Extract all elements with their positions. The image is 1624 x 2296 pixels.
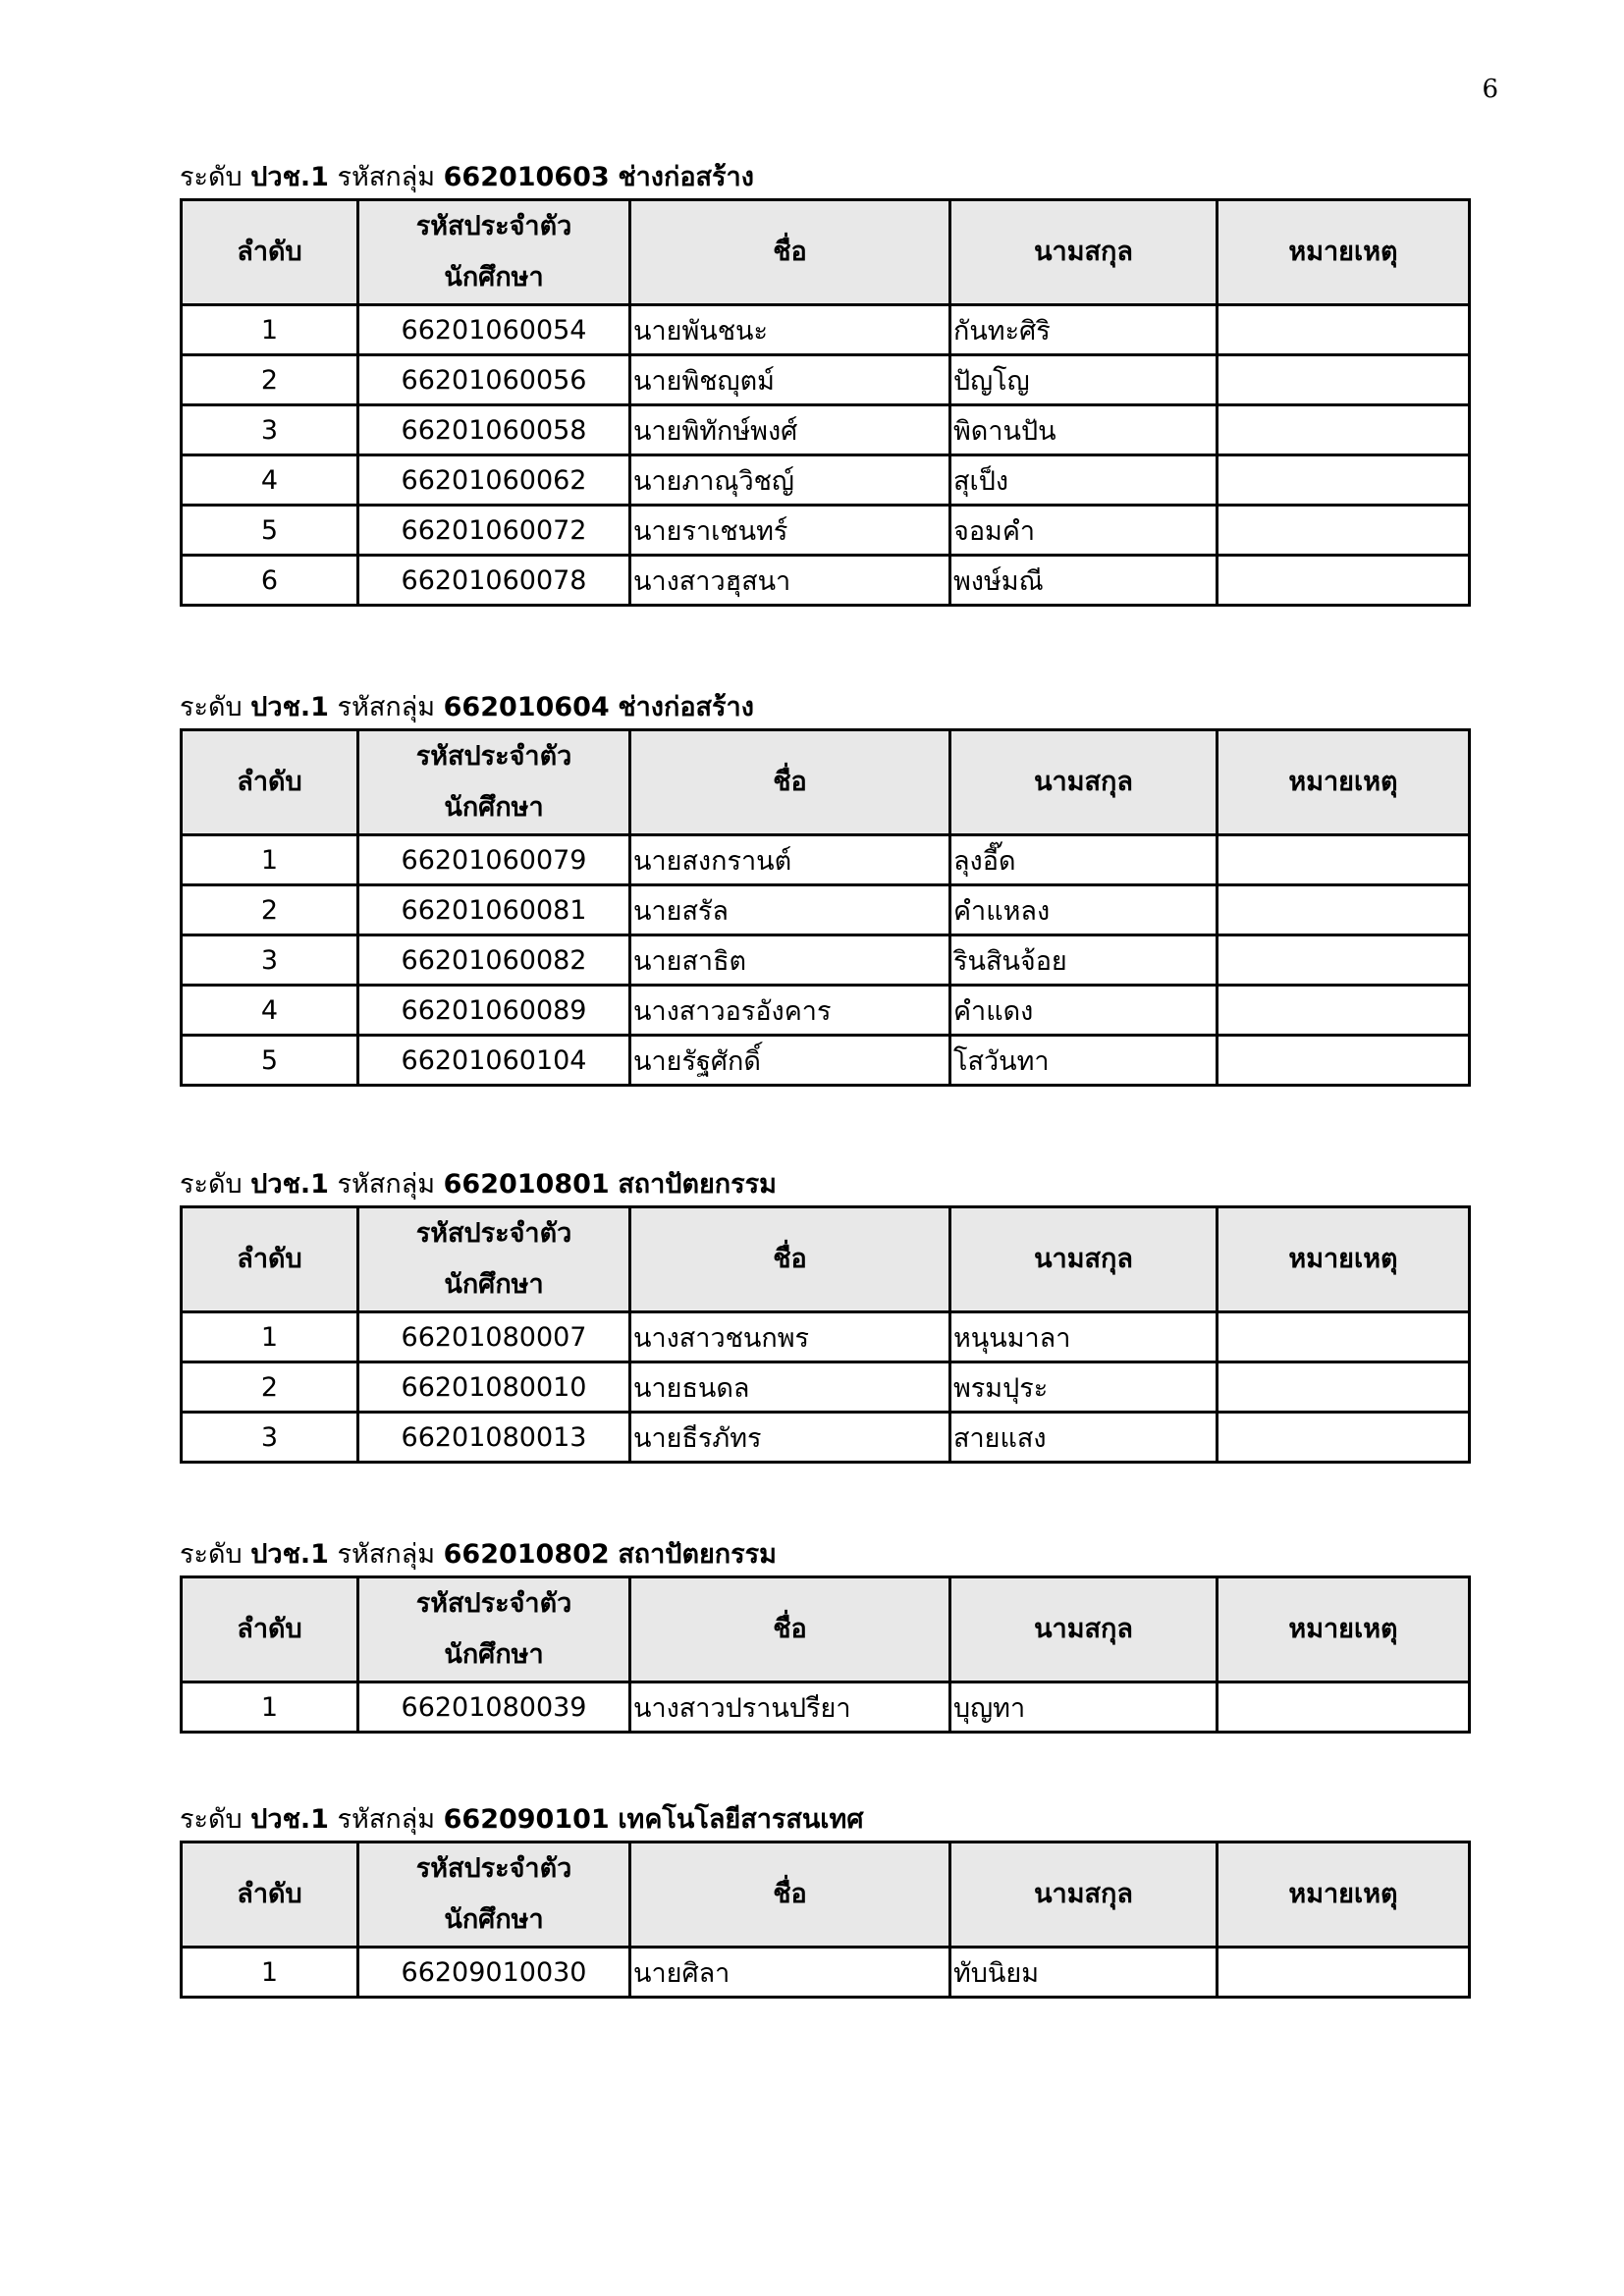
major-name: ช่างก่อสร้าง bbox=[618, 692, 754, 722]
cell-first-name: นางสาวอรอังคาร bbox=[630, 986, 950, 1036]
cell-first-name: นายศิลา bbox=[630, 1948, 950, 1998]
header-last-name: นามสกุล bbox=[950, 1577, 1218, 1682]
page-number: 6 bbox=[1482, 75, 1498, 104]
cell-remark bbox=[1218, 355, 1470, 405]
cell-student-id: 66201080007 bbox=[358, 1312, 630, 1362]
cell-last-name: สายแสง bbox=[950, 1413, 1218, 1463]
group-code: 662010604 bbox=[443, 692, 610, 722]
group-section bbox=[180, 1534, 1468, 1734]
cell-order: 6 bbox=[182, 556, 358, 606]
header-row bbox=[182, 1577, 1470, 1682]
cell-first-name: นายราเชนทร์ bbox=[630, 506, 950, 556]
table-row bbox=[182, 1362, 1470, 1413]
table-row bbox=[182, 935, 1470, 986]
cell-first-name: นายสงกรานต์ bbox=[630, 835, 950, 885]
level-label: ระดับ bbox=[180, 1804, 243, 1835]
header-student-id-line: นักศึกษา bbox=[444, 1904, 544, 1935]
cell-remark bbox=[1218, 986, 1470, 1036]
header-last-name: นามสกุล bbox=[950, 730, 1218, 835]
major-name: สถาปัตยกรรม bbox=[618, 1539, 777, 1570]
header-student-id bbox=[358, 1842, 630, 1948]
cell-student-id: 66201080039 bbox=[358, 1682, 630, 1733]
cell-order: 1 bbox=[182, 835, 358, 885]
header-first-name: ชื่อ bbox=[630, 1207, 950, 1312]
group-section bbox=[180, 157, 1468, 607]
cell-order: 4 bbox=[182, 455, 358, 506]
group-label: รหัสกลุ่ม bbox=[337, 162, 436, 192]
header-last-name: นามสกุล bbox=[950, 200, 1218, 305]
level-label: ระดับ bbox=[180, 1539, 243, 1570]
major-name: เทคโนโลยีสารสนเทศ bbox=[618, 1804, 864, 1835]
table-row bbox=[182, 405, 1470, 455]
cell-last-name: พงษ์มณี bbox=[950, 556, 1218, 606]
student-table bbox=[180, 198, 1471, 607]
table-row bbox=[182, 556, 1470, 606]
cell-student-id: 66201060078 bbox=[358, 556, 630, 606]
header-row bbox=[182, 1207, 1470, 1312]
cell-first-name: นายรัฐศักดิ์ bbox=[630, 1036, 950, 1086]
cell-order: 5 bbox=[182, 1036, 358, 1086]
header-student-id bbox=[358, 1207, 630, 1312]
header-last-name: นามสกุล bbox=[950, 1207, 1218, 1312]
cell-remark bbox=[1218, 1682, 1470, 1733]
header-remark: หมายเหตุ bbox=[1218, 200, 1470, 305]
group-label: รหัสกลุ่ม bbox=[337, 1169, 436, 1200]
group-code: 662010603 bbox=[443, 162, 610, 192]
header-remark: หมายเหตุ bbox=[1218, 1842, 1470, 1948]
cell-student-id: 66201060104 bbox=[358, 1036, 630, 1086]
level-value: ปวช.1 bbox=[250, 1539, 329, 1570]
group-heading bbox=[180, 157, 1468, 198]
student-table bbox=[180, 728, 1471, 1087]
cell-student-id: 66201060062 bbox=[358, 455, 630, 506]
cell-order: 3 bbox=[182, 1413, 358, 1463]
group-label: รหัสกลุ่ม bbox=[337, 1539, 436, 1570]
cell-student-id: 66201080013 bbox=[358, 1413, 630, 1463]
student-table bbox=[180, 1841, 1471, 1999]
cell-first-name: นายสรัล bbox=[630, 885, 950, 935]
cell-student-id: 66209010030 bbox=[358, 1948, 630, 1998]
cell-remark bbox=[1218, 405, 1470, 455]
cell-last-name: สุเป็ง bbox=[950, 455, 1218, 506]
cell-remark bbox=[1218, 1312, 1470, 1362]
cell-student-id: 66201060056 bbox=[358, 355, 630, 405]
table-row bbox=[182, 355, 1470, 405]
header-order: ลำดับ bbox=[182, 1577, 358, 1682]
header-first-name: ชื่อ bbox=[630, 1842, 950, 1948]
header-last-name: นามสกุล bbox=[950, 1842, 1218, 1948]
cell-first-name: นางสาวชนกพร bbox=[630, 1312, 950, 1362]
group-code: 662010801 bbox=[443, 1169, 610, 1200]
cell-order: 2 bbox=[182, 1362, 358, 1413]
cell-student-id: 66201060089 bbox=[358, 986, 630, 1036]
cell-last-name: ทับนิยม bbox=[950, 1948, 1218, 1998]
cell-first-name: นายธนดล bbox=[630, 1362, 950, 1413]
major-name: สถาปัตยกรรม bbox=[618, 1169, 777, 1200]
cell-last-name: พิดานปัน bbox=[950, 405, 1218, 455]
cell-order: 5 bbox=[182, 506, 358, 556]
header-first-name: ชื่อ bbox=[630, 200, 950, 305]
cell-last-name: คำแดง bbox=[950, 986, 1218, 1036]
group-section bbox=[180, 1164, 1468, 1464]
level-value: ปวช.1 bbox=[250, 1804, 329, 1835]
level-label: ระดับ bbox=[180, 1169, 243, 1200]
cell-first-name: นายสาธิต bbox=[630, 935, 950, 986]
header-student-id-line: รหัสประจำตัว bbox=[415, 1588, 572, 1619]
cell-order: 1 bbox=[182, 305, 358, 355]
group-label: รหัสกลุ่ม bbox=[337, 692, 436, 722]
header-student-id-line: รหัสประจำตัว bbox=[415, 211, 572, 241]
table-row bbox=[182, 1948, 1470, 1998]
header-remark: หมายเหตุ bbox=[1218, 730, 1470, 835]
header-student-id-line: รหัสประจำตัว bbox=[415, 741, 572, 772]
cell-remark bbox=[1218, 305, 1470, 355]
header-row bbox=[182, 1842, 1470, 1948]
cell-order: 2 bbox=[182, 885, 358, 935]
table-row bbox=[182, 1413, 1470, 1463]
cell-first-name: นายพันชนะ bbox=[630, 305, 950, 355]
cell-first-name: นางสาวฮุสนา bbox=[630, 556, 950, 606]
cell-first-name: นายพิทักษ์พงศ์ bbox=[630, 405, 950, 455]
cell-order: 1 bbox=[182, 1948, 358, 1998]
cell-first-name: นางสาวปรานปรียา bbox=[630, 1682, 950, 1733]
cell-remark bbox=[1218, 1948, 1470, 1998]
table-row bbox=[182, 835, 1470, 885]
group-heading bbox=[180, 1164, 1468, 1205]
header-remark: หมายเหตุ bbox=[1218, 1577, 1470, 1682]
cell-last-name: คำแหลง bbox=[950, 885, 1218, 935]
header-order: ลำดับ bbox=[182, 730, 358, 835]
cell-order: 4 bbox=[182, 986, 358, 1036]
group-code: 662010802 bbox=[443, 1539, 610, 1570]
level-label: ระดับ bbox=[180, 162, 243, 192]
student-table bbox=[180, 1575, 1471, 1734]
header-remark: หมายเหตุ bbox=[1218, 1207, 1470, 1312]
cell-remark bbox=[1218, 455, 1470, 506]
cell-last-name: โสวันทา bbox=[950, 1036, 1218, 1086]
cell-first-name: นายธีรภัทร bbox=[630, 1413, 950, 1463]
cell-order: 1 bbox=[182, 1682, 358, 1733]
cell-last-name: ลุงอี๊ด bbox=[950, 835, 1218, 885]
table-row bbox=[182, 455, 1470, 506]
group-code: 662090101 bbox=[443, 1804, 610, 1835]
header-student-id-line: นักศึกษา bbox=[444, 262, 544, 293]
cell-remark bbox=[1218, 935, 1470, 986]
cell-last-name: กันทะศิริ bbox=[950, 305, 1218, 355]
header-row bbox=[182, 200, 1470, 305]
header-student-id-line: นักศึกษา bbox=[444, 1639, 544, 1670]
cell-remark bbox=[1218, 556, 1470, 606]
header-student-id-line: รหัสประจำตัว bbox=[415, 1218, 572, 1249]
group-heading bbox=[180, 1799, 1468, 1841]
header-order: ลำดับ bbox=[182, 1842, 358, 1948]
table-row bbox=[182, 1312, 1470, 1362]
header-student-id-line: รหัสประจำตัว bbox=[415, 1853, 572, 1884]
header-row bbox=[182, 730, 1470, 835]
cell-order: 1 bbox=[182, 1312, 358, 1362]
table-row bbox=[182, 305, 1470, 355]
cell-remark bbox=[1218, 885, 1470, 935]
table-row bbox=[182, 986, 1470, 1036]
level-label: ระดับ bbox=[180, 692, 243, 722]
level-value: ปวช.1 bbox=[250, 162, 329, 192]
cell-student-id: 66201060081 bbox=[358, 885, 630, 935]
table-row bbox=[182, 506, 1470, 556]
group-section bbox=[180, 1799, 1468, 1999]
cell-student-id: 66201080010 bbox=[358, 1362, 630, 1413]
table-row bbox=[182, 1682, 1470, 1733]
table-row bbox=[182, 885, 1470, 935]
header-student-id bbox=[358, 1577, 630, 1682]
cell-remark bbox=[1218, 506, 1470, 556]
cell-order: 2 bbox=[182, 355, 358, 405]
header-student-id-line: นักศึกษา bbox=[444, 1269, 544, 1300]
cell-student-id: 66201060079 bbox=[358, 835, 630, 885]
cell-student-id: 66201060054 bbox=[358, 305, 630, 355]
cell-remark bbox=[1218, 1362, 1470, 1413]
group-heading bbox=[180, 1534, 1468, 1575]
student-table bbox=[180, 1205, 1471, 1464]
cell-student-id: 66201060058 bbox=[358, 405, 630, 455]
cell-order: 3 bbox=[182, 935, 358, 986]
header-student-id-line: นักศึกษา bbox=[444, 792, 544, 823]
header-student-id bbox=[358, 200, 630, 305]
cell-student-id: 66201060082 bbox=[358, 935, 630, 986]
cell-first-name: นายภาณุวิชญ์ bbox=[630, 455, 950, 506]
group-heading bbox=[180, 687, 1468, 728]
cell-first-name: นายพิชญุตม์ bbox=[630, 355, 950, 405]
major-name: ช่างก่อสร้าง bbox=[618, 162, 754, 192]
level-value: ปวช.1 bbox=[250, 692, 329, 722]
cell-last-name: บุญทา bbox=[950, 1682, 1218, 1733]
level-value: ปวช.1 bbox=[250, 1169, 329, 1200]
cell-remark bbox=[1218, 1036, 1470, 1086]
header-first-name: ชื่อ bbox=[630, 730, 950, 835]
cell-last-name: ปัญโญ bbox=[950, 355, 1218, 405]
table-row bbox=[182, 1036, 1470, 1086]
header-student-id bbox=[358, 730, 630, 835]
cell-order: 3 bbox=[182, 405, 358, 455]
header-order: ลำดับ bbox=[182, 200, 358, 305]
cell-remark bbox=[1218, 1413, 1470, 1463]
cell-last-name: พรมปุระ bbox=[950, 1362, 1218, 1413]
group-label: รหัสกลุ่ม bbox=[337, 1804, 436, 1835]
header-first-name: ชื่อ bbox=[630, 1577, 950, 1682]
cell-student-id: 66201060072 bbox=[358, 506, 630, 556]
header-order: ลำดับ bbox=[182, 1207, 358, 1312]
cell-last-name: จอมคำ bbox=[950, 506, 1218, 556]
cell-remark bbox=[1218, 835, 1470, 885]
group-section bbox=[180, 687, 1468, 1087]
cell-last-name: รินสินจ้อย bbox=[950, 935, 1218, 986]
cell-last-name: หนุนมาลา bbox=[950, 1312, 1218, 1362]
